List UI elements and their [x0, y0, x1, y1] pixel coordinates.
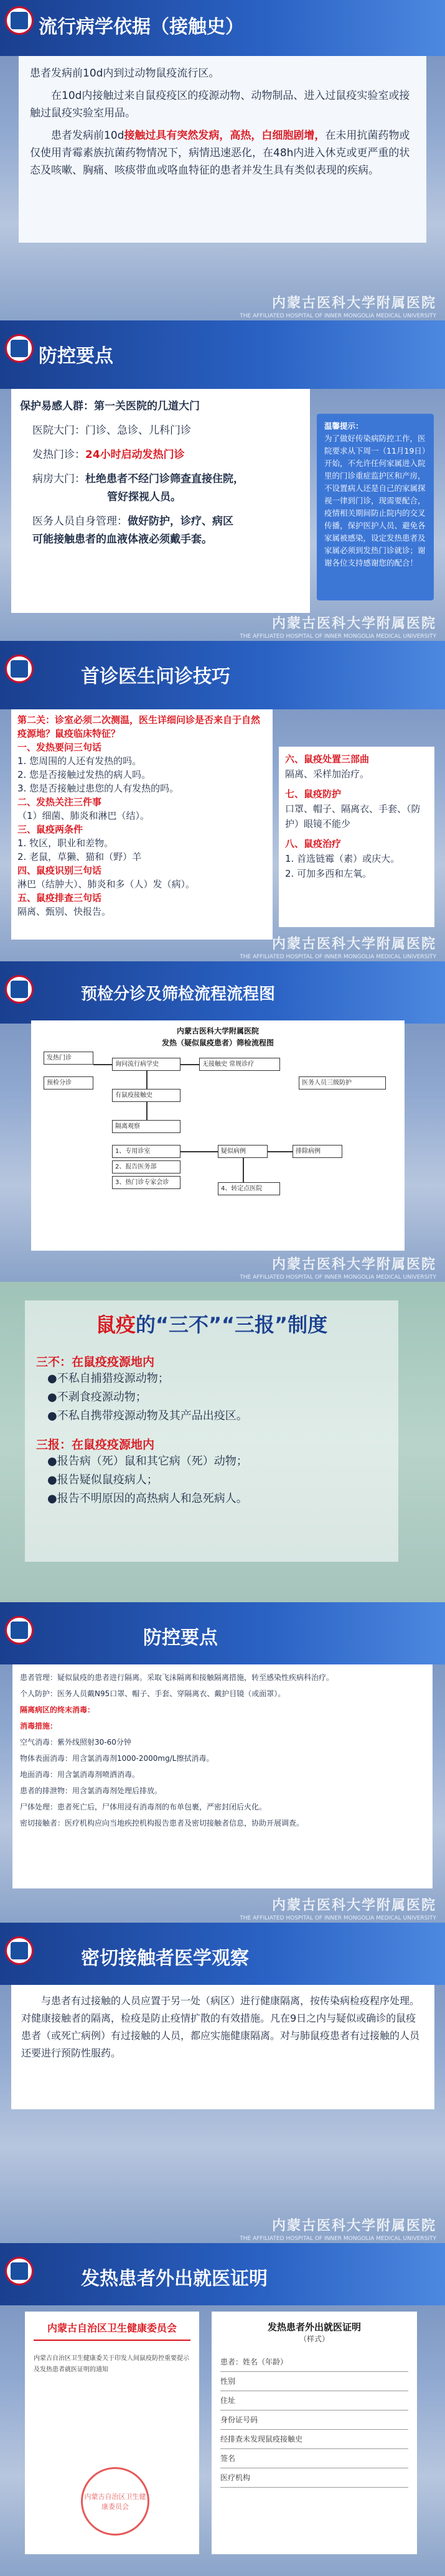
slide-title: 首诊医生问诊技巧 [81, 666, 230, 688]
doc-left-body: 内蒙古自治区卫生健康委关于印发人间鼠疫防控重要提示及发热患者就医证明的通知 [34, 2355, 189, 2373]
flow-arrow [146, 1070, 148, 1089]
form-field: 经排查未发现鼠疫接触史 [220, 2430, 408, 2449]
content-card [11, 1985, 434, 2109]
hospital-watermark-en: THE AFFILIATED HOSPITAL OF INNER MONGOLIA MEDICAL UNIVERSITY [240, 2236, 436, 2242]
hospital-watermark-en: THE AFFILIATED HOSPITAL OF INNER MONGOLIA MEDICAL UNIVERSITY [240, 633, 436, 640]
heading: 保护易感人群：第一关医院的几道大门 [20, 400, 200, 413]
item: 1. 牧区，职业和差物。 [17, 838, 114, 849]
left-card [11, 709, 273, 940]
hospital-watermark-en: THE AFFILIATED HOSPITAL OF INNER MONGOLIA MEDICAL UNIVERSITY [240, 1274, 436, 1281]
flow-box: 隔离观察 [112, 1120, 180, 1133]
point-line: 个人防护：医务人员戴N95口罩、帽子、手套、穿隔离衣、戴护目镜（或面罩）。 [20, 1689, 286, 1698]
flow-box: 医务人员三级防护 [299, 1076, 386, 1090]
slide-title: 密切接触者医学观察 [81, 1948, 249, 1969]
line-4: 医务人员自身管理：做好防护，诊疗、病区 [32, 515, 233, 528]
hospital-watermark-en: THE AFFILIATED HOSPITAL OF INNER MONGOLIA MEDICAL UNIVERSITY [240, 954, 436, 960]
section-5: 五、鼠疫排查三句话 [17, 892, 102, 903]
section-1: 一、发热要问三句话 [17, 742, 102, 753]
notice-text: 为了做好传染病防控工作，医院要求从下周一（11月19日）开始，不允许任何家属进入院里的门诊重症监护区和产房，不设置病人还是自己的家属探视一律到门诊，现需要配合，疫情相关期间防止院内的交叉传播，保护医护人员、避免各家属被感染，设定发热患者及家属必须到发热门诊就诊；谢谢各位支持感谢您的配合！ [324, 434, 426, 567]
flow-box: 1、专用诊室 [112, 1145, 180, 1158]
flow-arrow [268, 1151, 293, 1152]
point-line: 物体表面消毒：用含氯消毒剂1000-2000mg/L擦拭消毒。 [20, 1754, 214, 1763]
section-7: 七、鼠疫防护 [285, 788, 342, 800]
san-bu-item: ●不私自携带疫源动物及其产品出疫区。 [47, 1409, 248, 1422]
poster-title: 鼠疫的“三不”“三报”制度 [95, 1313, 328, 1337]
hospital-logo-icon [5, 975, 34, 1004]
hospital-logo-icon [5, 334, 34, 363]
slide-triage-flow [0, 961, 445, 1282]
doc-subtitle: 发热（疑似鼠疫患者）筛检流程图 [161, 1038, 274, 1047]
flow-box: 预检分诊 [44, 1076, 93, 1090]
flow-box: 排除病例 [293, 1145, 342, 1158]
san-bao-item: ●报告不明原因的高热病人和急死病人。 [47, 1492, 248, 1505]
slide-title: 防控要点 [143, 1627, 218, 1649]
official-stamp: 内蒙古自治区卫生健康委员会 [81, 2467, 149, 2536]
content-card [11, 389, 310, 613]
doc-left-header: 内蒙古自治区卫生健康委员会 [47, 2322, 177, 2334]
slide-epidemiology [0, 0, 445, 320]
hospital-watermark: 内蒙古医科大学附属医院 [271, 1898, 436, 1913]
item: 2. 可加多西和左氧。 [285, 868, 372, 879]
hospital-logo-icon [5, 1616, 34, 1645]
flow-arrow [243, 1157, 244, 1182]
slide-three-no-three-report [0, 1282, 445, 1602]
item: 1. 您周围的人还有发热的吗。 [17, 755, 142, 767]
flow-box: 3、热门诊专家会诊 [112, 1176, 180, 1189]
slide-prevention-points-2 [0, 1602, 445, 1923]
cert-title: 发热患者外出就医证明 [267, 2322, 361, 2333]
slide-interview-skills [0, 641, 445, 961]
point-line: 尸体处理：患者死亡后，尸体用浸有消毒剂的布单包裹，严密封闭后火化。 [20, 1803, 267, 1811]
slide-title: 发热患者外出就医证明 [81, 2268, 268, 2290]
slide-title: 流行病学依据（接触史） [39, 16, 244, 38]
point-line: 消毒措施： [20, 1722, 58, 1730]
san-bu-heading: 三不：在鼠疫疫源地内 [36, 1355, 155, 1369]
hospital-watermark: 内蒙古医科大学附属医院 [271, 936, 436, 952]
item: 1. 首选链霉（素）或庆大。 [285, 853, 400, 864]
hospital-watermark: 内蒙古医科大学附属医院 [271, 2218, 436, 2234]
flow-arrow [180, 1151, 218, 1152]
hospital-watermark: 内蒙古医科大学附属医院 [271, 296, 436, 311]
item: 2. 您是否接触过发热的病人吗。 [17, 769, 151, 780]
point-line: 空气消毒：紫外线照射30-60分钟 [20, 1738, 131, 1747]
section-6: 六、鼠疫处置三部曲 [285, 754, 370, 765]
poster-card [25, 1300, 398, 1562]
left-document [25, 2312, 199, 2554]
hospital-logo-icon [5, 1936, 34, 1965]
content-card [12, 1664, 433, 1888]
line-3b: 管好探视人员。 [107, 491, 181, 503]
content-card [19, 56, 426, 243]
item: 隔离、采样加治疗。 [285, 768, 370, 780]
line-1: 医院大门：门诊、急诊、儿科门诊 [32, 424, 191, 437]
section-4: 四、鼠疫识别三句话 [17, 865, 102, 876]
slide-title: 预检分诊及筛检流程流程图 [81, 985, 276, 1004]
flow-box: 2、报告医务部 [112, 1160, 180, 1174]
san-bao-heading: 三报：在鼠疫疫源地内 [36, 1438, 155, 1452]
line-3: 病房大门：杜绝患者不经门诊筛查直接住院， [32, 473, 244, 485]
item: 口罩、帽子、隔离衣、手套、（防护）眼镜不能少 [285, 803, 421, 829]
section-2: 二、发热关注三件事 [17, 796, 102, 808]
hospital-watermark: 内蒙古医科大学附属医院 [271, 1257, 436, 1272]
flow-box: 发热门诊 [44, 1052, 93, 1065]
section-8: 八、鼠疫治疗 [285, 838, 342, 849]
form-field: 签名 [220, 2449, 408, 2468]
point-line: 患者的排泄物：用含氯消毒剂处理后排放。 [20, 1786, 162, 1795]
san-bao-item: ●报告疑似鼠疫病人； [47, 1473, 158, 1486]
slide-title: 防控要点 [39, 345, 113, 367]
flow-box: 疑似病例 [218, 1145, 268, 1158]
point-line: 患者管理：疑似鼠疫的患者进行隔离。采取飞沫隔离和接触隔离措施，转至感染性疾病科治疗。 [20, 1673, 334, 1682]
hospital-logo-icon [5, 6, 34, 35]
item: 3. 您是否接触过患您的人有发热的吗。 [17, 783, 179, 794]
hospital-logo-icon [5, 655, 34, 683]
form-field: 身份证号码 [220, 2410, 408, 2430]
item: 淋巴（结肿大）、肺炎和多（人）发（病）。 [17, 879, 195, 890]
para-3: 患者发病前10d接触过具有突然发病，高热，白细胞剧增，在未用抗菌药物或仅使用青霉素族抗菌药物情况下，病情迅速恶化，在48h内进入休克或更严重的状态及咳嗽、胸痛、咳痰带血或咯血特征的患者并发生具有类似表现的疾病。 [30, 129, 410, 177]
form-field: 性别 [220, 2372, 408, 2391]
hospital-logo-icon [5, 2257, 34, 2285]
slide-close-contacts [0, 1923, 445, 2243]
right-card [279, 747, 434, 927]
item: （1）细菌、肺炎和淋巴（结）。 [17, 810, 150, 821]
flow-box: 无接触史 常规诊疗 [199, 1058, 280, 1071]
flow-box: 4、转定点医院 [218, 1182, 280, 1195]
point-line: 密切接触者：医疗机构应向当地疾控机构报告患者及密切接触者信息，协助开展调查。 [20, 1819, 304, 1827]
point-line: 隔离病区的终末消毒： [20, 1706, 95, 1714]
flow-arrow [93, 1064, 112, 1065]
header-band [0, 1602, 445, 1664]
interview-heading: 第二关：诊室必须二次测温，医生详细问诊是否来自于自然疫源地？鼠疫临床特征？ [17, 714, 261, 739]
slide-prevention-points-1 [0, 320, 445, 641]
hospital-watermark: 内蒙古医科大学附属医院 [271, 616, 436, 632]
flow-box: 询问流行病学史 [112, 1058, 180, 1071]
flow-arrow [180, 1064, 199, 1065]
section-3: 三、鼠疫两条件 [17, 824, 83, 835]
san-bu-item: ●不剥食疫源动物； [47, 1391, 147, 1404]
hospital-watermark-en: THE AFFILIATED HOSPITAL OF INNER MONGOLIA MEDICAL UNIVERSITY [240, 1915, 436, 1921]
san-bu-item: ●不私自捕猎疫源动物； [47, 1372, 169, 1385]
para-2: 在10d内接触过来自鼠疫疫区的疫源动物、动物制品、进入过鼠疫实验室或接触过鼠疫实验室用品。 [30, 90, 410, 119]
notice-title: 温馨提示： [324, 421, 363, 431]
flow-box: 有鼠疫接触史 [112, 1089, 180, 1102]
para-1: 患者发病前10d内到过动物鼠疫流行区。 [30, 67, 220, 80]
slide-fever-certificate [0, 2243, 445, 2576]
form-field: 住址 [220, 2391, 408, 2410]
doc-title: 内蒙古医科大学附属医院 [176, 1027, 259, 1035]
item: 隔离、甄别、快报告。 [17, 906, 111, 917]
header-rule [34, 2340, 190, 2341]
line-2: 发热门诊：24小时启动发热门诊 [32, 449, 185, 461]
san-bao-item: ●报告病（死）鼠和其它病（死）动物； [47, 1455, 248, 1468]
flowchart-card [31, 1020, 405, 1251]
form-field: 医疗机构 [220, 2468, 408, 2488]
right-document [212, 2312, 417, 2554]
item: 2. 老鼠，草獭、猫和（野）羊 [17, 851, 142, 862]
hospital-watermark-en: THE AFFILIATED HOSPITAL OF INNER MONGOLIA MEDICAL UNIVERSITY [240, 313, 436, 319]
flow-arrow [146, 1101, 148, 1120]
notice-box [317, 414, 434, 600]
contact-body: 与患者有过接触的人员应置于另一处（病区）进行健康隔离，按传染病检疫程序处理。对健康接触者的隔离，检疫是防止疫情扩散的有效措施。凡在9日之内与疑似或确诊的鼠疫患者（或死亡病例）有过接触的人员，都应实施健康隔离。对与肺鼠疫患者有过接触的人员还要进行预防性服药。 [21, 1995, 420, 2059]
cert-sub: （样式） [299, 2335, 329, 2343]
point-line: 地面消毒：用含氯消毒剂喷洒消毒。 [20, 1770, 140, 1779]
form-field: 患者：姓名（年龄） [220, 2353, 408, 2372]
line-4b: 可能接触患者的血液体液必须戴手套。 [32, 533, 212, 546]
